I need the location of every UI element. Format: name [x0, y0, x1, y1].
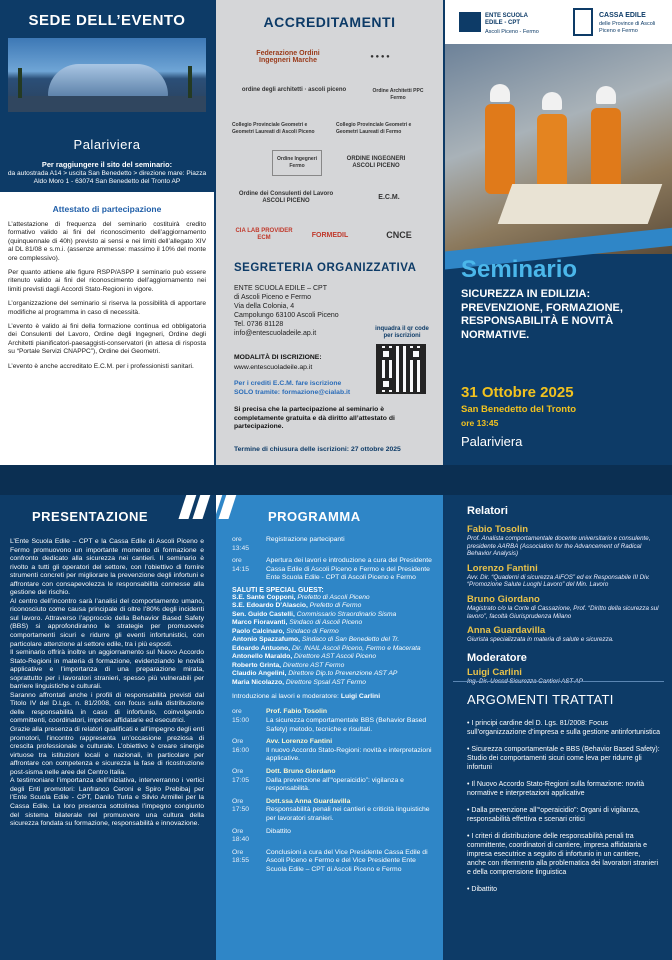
relatore-name: Anna Guardavilla	[467, 625, 546, 637]
relatore-desc: Magistrato c/o la Corte di Cassazione, Prof. “Diritto della sicurezza sul lavoro”, facoltà Giurisprudenza Milano	[467, 604, 659, 620]
guest-item: S.E. Sante Copponi, Prefetto di Ascoli Piceno	[232, 593, 370, 601]
relatori-list	[467, 519, 663, 685]
moderatore-title: Moderatore	[467, 651, 527, 664]
segreteria-address: Via della Colonia, 4	[234, 303, 295, 310]
ente-scuola-sub: Ascoli Piceno - Fermo	[485, 29, 539, 35]
relatori-panel	[445, 495, 672, 960]
argomenti-list	[453, 715, 664, 894]
argomenti-title: ARGOMENTI TRATTATI	[467, 692, 614, 707]
logo-cnce: CNCE	[386, 229, 412, 240]
guest-item: Maria Nicolazzo, Direttore Spsal AST Fermo	[232, 678, 366, 686]
qr-label: inquadra il qr code per iscrizioni	[375, 326, 429, 339]
logo-architetti-fermo: Ordine Architetti PPC Fermo	[372, 88, 424, 101]
moderator-line: Introduzione ai lavori e moderatore: Luigi Carlini	[232, 693, 381, 701]
argomento-item: • I principi cardine del D. Lgs. 81/2008: Focus sull’organizzazione d’impresa e sulla gestione antinfortunistica	[467, 720, 660, 736]
guest-item: Roberto Grinta, Direttore AST Fermo	[232, 661, 345, 669]
program-item: Ore 18:40 Dibattito	[232, 827, 291, 844]
logo-ingegneri-ap: ORDINE INGEGNERI ASCOLI PICENO	[346, 156, 406, 169]
relatore-desc: Avv. Dir. “Quaderni di sicurezza AiFOS” ed ex Responsabile III Div. “Promozione Salute Luoghi Lavoro” del Min. Lavoro	[467, 573, 650, 589]
attestato-p4: L’evento è valido ai fini della formazione continua ed obbligatoria dei Consulenti del Lavoro, Ordine degli Ingegneri, Ordine degli Architetti pianificatori-paesaggisti-conservatori (in attesa di risposta su “Portale Servizi CNAPPC”), Ordine dei Geometri.	[8, 323, 206, 356]
seminario-time: ore 13:45	[461, 418, 499, 428]
segreteria-phone: Tel. 0736 81128	[234, 321, 284, 328]
guest-item: Marco Fioravanti, Sindaco di Ascoli Piceno	[232, 619, 363, 627]
logo-cialab: CIA LAB PROVIDER ECM	[235, 228, 293, 241]
segreteria-org: ENTE SCUOLA EDILE – CPT	[234, 285, 327, 292]
route-title: Per raggiungere il sito del seminario:	[41, 160, 173, 169]
program-item: Ore 17:05 Dott. Bruno Giordano Dalla prevenzione all’“operaicidio”: vigilanza e responsabilità.	[232, 768, 404, 793]
presentazione-title: PRESENTAZIONE	[32, 509, 149, 524]
logo-ecm: E.C.M.	[378, 193, 400, 201]
logo-geometri-fermo: Collegio Provinciale Geometri e Geometri Laureati di Fermo	[336, 122, 412, 135]
argomento-item: • Dibattito	[467, 886, 498, 893]
ente-scuola-logo	[459, 12, 481, 32]
attestato-box	[0, 192, 214, 465]
guests-list	[232, 594, 435, 688]
guest-item: Antonio Spazzafumo, Sindaco di San Benedetto del Tr.	[232, 636, 400, 644]
cassa-edile-name: CASSA EDILE	[599, 12, 646, 19]
program-item	[232, 557, 435, 583]
logo-ingegneri-marche: Federazione Ordini Ingegneri Marche	[256, 50, 320, 64]
relatore-name: Bruno Giordano	[467, 593, 540, 605]
programma-list	[232, 536, 435, 875]
modalita-url[interactable]: www.entescuoladeile.ap.it	[234, 364, 313, 371]
relatore-desc: Prof. Analista comportamentale docente universitario e consulente, presidente AARBA (Association for the Advancement of Radical Behavior Analysis)	[467, 535, 651, 558]
free-note: Si precisa che la partecipazione al seminario è completamente gratuita e dà diritto all’attestato di partecipazione.	[234, 406, 395, 431]
page-divider	[0, 465, 672, 495]
program-time: ore 14:15	[232, 557, 250, 573]
programma-panel	[216, 495, 443, 960]
program-item: Ore 16:00 Avv. Lorenzo Fantini Il nuovo Accordo Stato-Regioni: novità e interpretazioni applicative.	[232, 738, 432, 763]
cassa-edile-sub: delle Province di Ascoli Piceno e Fermo	[599, 21, 656, 34]
logo-architetti-ap: ordine degli architetti · ascoli piceno	[241, 86, 347, 93]
program-item: Ore 18:55 Conclusioni a cura del Vice Presidente Cassa Edile di Ascoli Piceno e Fermo e del Vice Presidente Ente Scuola Edile – CPT di Ascoli Piceno e Fermo	[232, 848, 428, 873]
accreditamenti-title: ACCREDITAMENTI	[263, 14, 396, 30]
seminario-place: San Benedetto del Tronto	[461, 404, 577, 415]
logo-geometri-ap: Collegio Provinciale Geometri e Geometri Laureati di Ascoli Piceno	[232, 122, 315, 135]
route-text: da autostrada A14 > uscita San Benedetto > direzione mare: Piazza Aldo Moro 1 - 63074 San Benedetto del Tronto AP	[7, 169, 207, 185]
cover-panel	[445, 0, 672, 465]
attestato-p3: L’organizzazione del seminario si riserva la possibilità di apportare modifiche al programma in caso di necessità.	[8, 300, 206, 316]
program-text: Registrazione partecipanti	[266, 536, 345, 543]
accreditamenti-panel	[216, 0, 443, 465]
segreteria-contacts	[234, 284, 364, 338]
moderatore-desc: Ing. Dir. Uossd Sicurezza Cantieri AST AP	[467, 677, 583, 685]
attestato-p2: Per quanto attiene alle figure RSPP/ASPP il seminario può essere ritenuto valido ai fini del riconoscimento dell’aggiornamento nei limiti previsti dagli Accordi Stato-Regioni in vigore.	[8, 269, 206, 293]
moderatore-name: Luigi Carlini	[467, 666, 522, 678]
attestato-title: Attestato di partecipazione	[52, 204, 162, 214]
guest-item: Paolo Calcinaro, Sindaco di Fermo	[232, 627, 339, 635]
argomento-item: • Sicurezza comportamentale e BBS (Behavior Based Safety): Studio dei comportamenti sicuri come leva per ridurre gli infortuni	[467, 746, 660, 771]
ente-scuola-name: ENTE SCUOLA EDILE - CPT	[485, 13, 528, 26]
venue-photo	[8, 38, 206, 112]
program-text: Apertura dei lavori e introduzione a cura del Presidente Cassa Edile di Ascoli Piceno e Fermo e del Presidente Ente Scuola Edile - CPT di Ascoli Piceno e Fermo	[266, 557, 432, 582]
programma-title: PROGRAMMA	[268, 509, 361, 524]
cassa-edile-logo	[573, 8, 593, 36]
seminario-title: Seminario	[461, 256, 578, 283]
argomento-item: • I criteri di distribuzione delle responsabilità penali tra committente, coordinatori di cantiere, impresa affidataria e impresa esecutrice a seguito di infortunio in un cantiere, anche con riferimento alla problematica dei lavoratori stranieri e della comprensione linguistica	[467, 833, 659, 876]
attestato-p5: L’evento è anche accreditato E.C.M. per i professionisti sanitari.	[8, 362, 194, 370]
program-time: ore 13:45	[232, 536, 250, 552]
segreteria-title: SEGRETERIA ORGANIZZATIVA	[234, 262, 417, 274]
segreteria-email[interactable]: info@entescuoladeile.ap.it	[234, 330, 317, 337]
presentazione-text: L’Ente Scuola Edile – CPT e la Cassa Edile di Ascoli Piceno e Fermo promuovono un importante momento di formazione e confronto dedicato alla sicurezza nei cantieri. Il seminario è rivolto a tutti gli operatori del settore, con l’obiettivo di fornire strumenti concreti per migliorare la prevenzione degli infortuni e affrontare con consapevolezza le responsabilità connesse alla gestione del rischio. Al centro dell’incontro sarà l’analisi del comportamento umano, riconosciuto come causa principale di oltre l’80% degli incidenti sul lavoro. Attraverso l’approccio della Behavior Based Safety (BBS) si approfondiranno le strategie per promuovere comportamenti sicuri e ridurre gli eventi infortunistici, con particolare attenzione al settore edile, tra i più esposti. Il seminario offrirà inoltre un aggiornamento sul Nuovo Accordo Stato-Regioni in materia di formazione, evidenziando le novità applicative e l’importanza di una preparazione mirata, soprattutto per i lavoratori stranieri, spesso più vulnerabili per barriere linguistiche e culturali. Saranno affrontati anche i profili di responsabilità previsti dal Titolo IV del D.Lgs. n. 81/2008, con focus sulla distribuzione delle responsabilità in caso di infortunio, coinvolgendo committenti, coordinatori, imprese affidatarie ed esecutrici. Grazie alla presenza di relatori qualificati e all’impegno degli enti promotori, l’incontro rappresenta un’occasione preziosa di crescita professionale e culturale. L’obiettivo è creare sinergie virtuose tra istituzioni locali e nazionali, in particolare per affrontare con competenza e sicurezza la fase di ricostruzione post-sisma nelle aree del Centro Italia. A testimoniare l’importanza dell’iniziativa, interverranno i vertici degli Enti promotori: Lanfranco Ceroni e Spiro Prebibaj per l’Ente Scuola Edile - CPT, Danilo Turla e Silvio Armillei per la Cassa Edile. La loro presenza sottolinea l’impegno congiunto del sistema bilaterale nel promuovere una cultura della sicurezza fondata su formazione, responsabilità e innovazione.	[10, 538, 204, 828]
sede-title: SEDE DELL’EVENTO	[28, 12, 186, 29]
argomento-item: • Dalla prevenzione all’“operaicidio”: Organi di vigilanza, responsabilità effettiva e scenari critici	[467, 807, 640, 823]
logo-small-badges: ● ● ● ●	[370, 53, 390, 60]
seminario-venue: Palariviera	[461, 434, 523, 449]
guest-item: Sen. Guido Castelli, Commissario Straordinario Sisma	[232, 610, 397, 618]
argomenti-box	[453, 681, 664, 951]
program-item: ore 15:00 Prof. Fabio Tosolin La sicurezza comportamentale BBS (Behavior Based Safety) metodo, tecniche e risultati.	[232, 708, 427, 733]
logo-formedil: FORMEDIL	[311, 231, 349, 239]
segreteria-city: Campolungo 63100 Ascoli Piceno	[234, 312, 339, 319]
seminario-subtitle: SICUREZZA IN EDILIZIA: PREVENZIONE, FORMAZIONE, RESPONSABILITÀ E NOVITÀ NORMATIVE.	[461, 288, 623, 341]
guest-item: Claudio Angelini, Direttore Dip.to Prevenzione AST AP	[232, 670, 398, 678]
modalita-title: MODALITÀ DI ISCRIZIONE:	[234, 354, 322, 361]
relatore-name: Lorenzo Fantini	[467, 562, 538, 574]
guest-item: Edoardo Antuono, Dir. INAIL Ascoli Piceno, Fermo e Macerata	[232, 644, 421, 652]
seminario-date: 31 Ottobre 2025	[461, 384, 574, 401]
workers-photo	[445, 44, 672, 254]
qr-code[interactable]	[376, 344, 426, 394]
relatori-title: Relatori	[467, 505, 508, 517]
presentazione-panel	[0, 495, 214, 960]
ecm-note: Per i crediti E.C.M. fare iscrizione SOLO tramite: formazione@cialab.it	[234, 380, 351, 396]
sede-panel	[0, 0, 214, 465]
guests-title: SALUTI E SPECIAL GUEST:	[232, 586, 324, 594]
guest-item: S.E. Edoardo D’Alascio, Prefetto di Fermo	[232, 602, 362, 610]
deadline: Termine di chiusura delle iscrizioni: 27 ottobre 2025	[234, 446, 401, 453]
program-item: Ore 17:50 Dott.ssa Anna Guardavilla Responsabilità penali nei cantieri e criticità linguistiche per lavoratori stranieri.	[232, 797, 430, 822]
header-logos	[445, 0, 672, 44]
relatore-name: Fabio Tosolin	[467, 524, 529, 535]
logo-consulenti-lavoro: Ordine dei Consulenti del Lavoro ASCOLI PICENO	[238, 191, 334, 204]
segreteria-org2: di Ascoli Piceno e Fermo	[234, 294, 312, 301]
attestato-p1: L’attestazione di frequenza del seminario costituirà credito formativo valido ai fini del riconoscimento dell’aggiornamento (quinquennale di 40h) previsto ai sensi e nei limiti dell’allegato XIV al DL 81/08 e s.m.i. (assenze ammesse: massimo il 10% del monte ore complessivo).	[8, 221, 206, 262]
guest-item: Antonello Maraldo, Direttore AST Ascoli Piceno	[232, 653, 377, 661]
program-item	[232, 536, 435, 553]
relatore-desc: Giurista specializzata in materia di salute e sicurezza.	[467, 636, 614, 644]
argomento-item: • Il Nuovo Accordo Stato-Regioni sulla formazione: novità normative e interpretazioni applicative	[467, 781, 645, 797]
logo-ingegneri-fermo: Ordine Ingegneri Fermo	[272, 150, 322, 176]
venue-name: Palariviera	[73, 137, 141, 152]
